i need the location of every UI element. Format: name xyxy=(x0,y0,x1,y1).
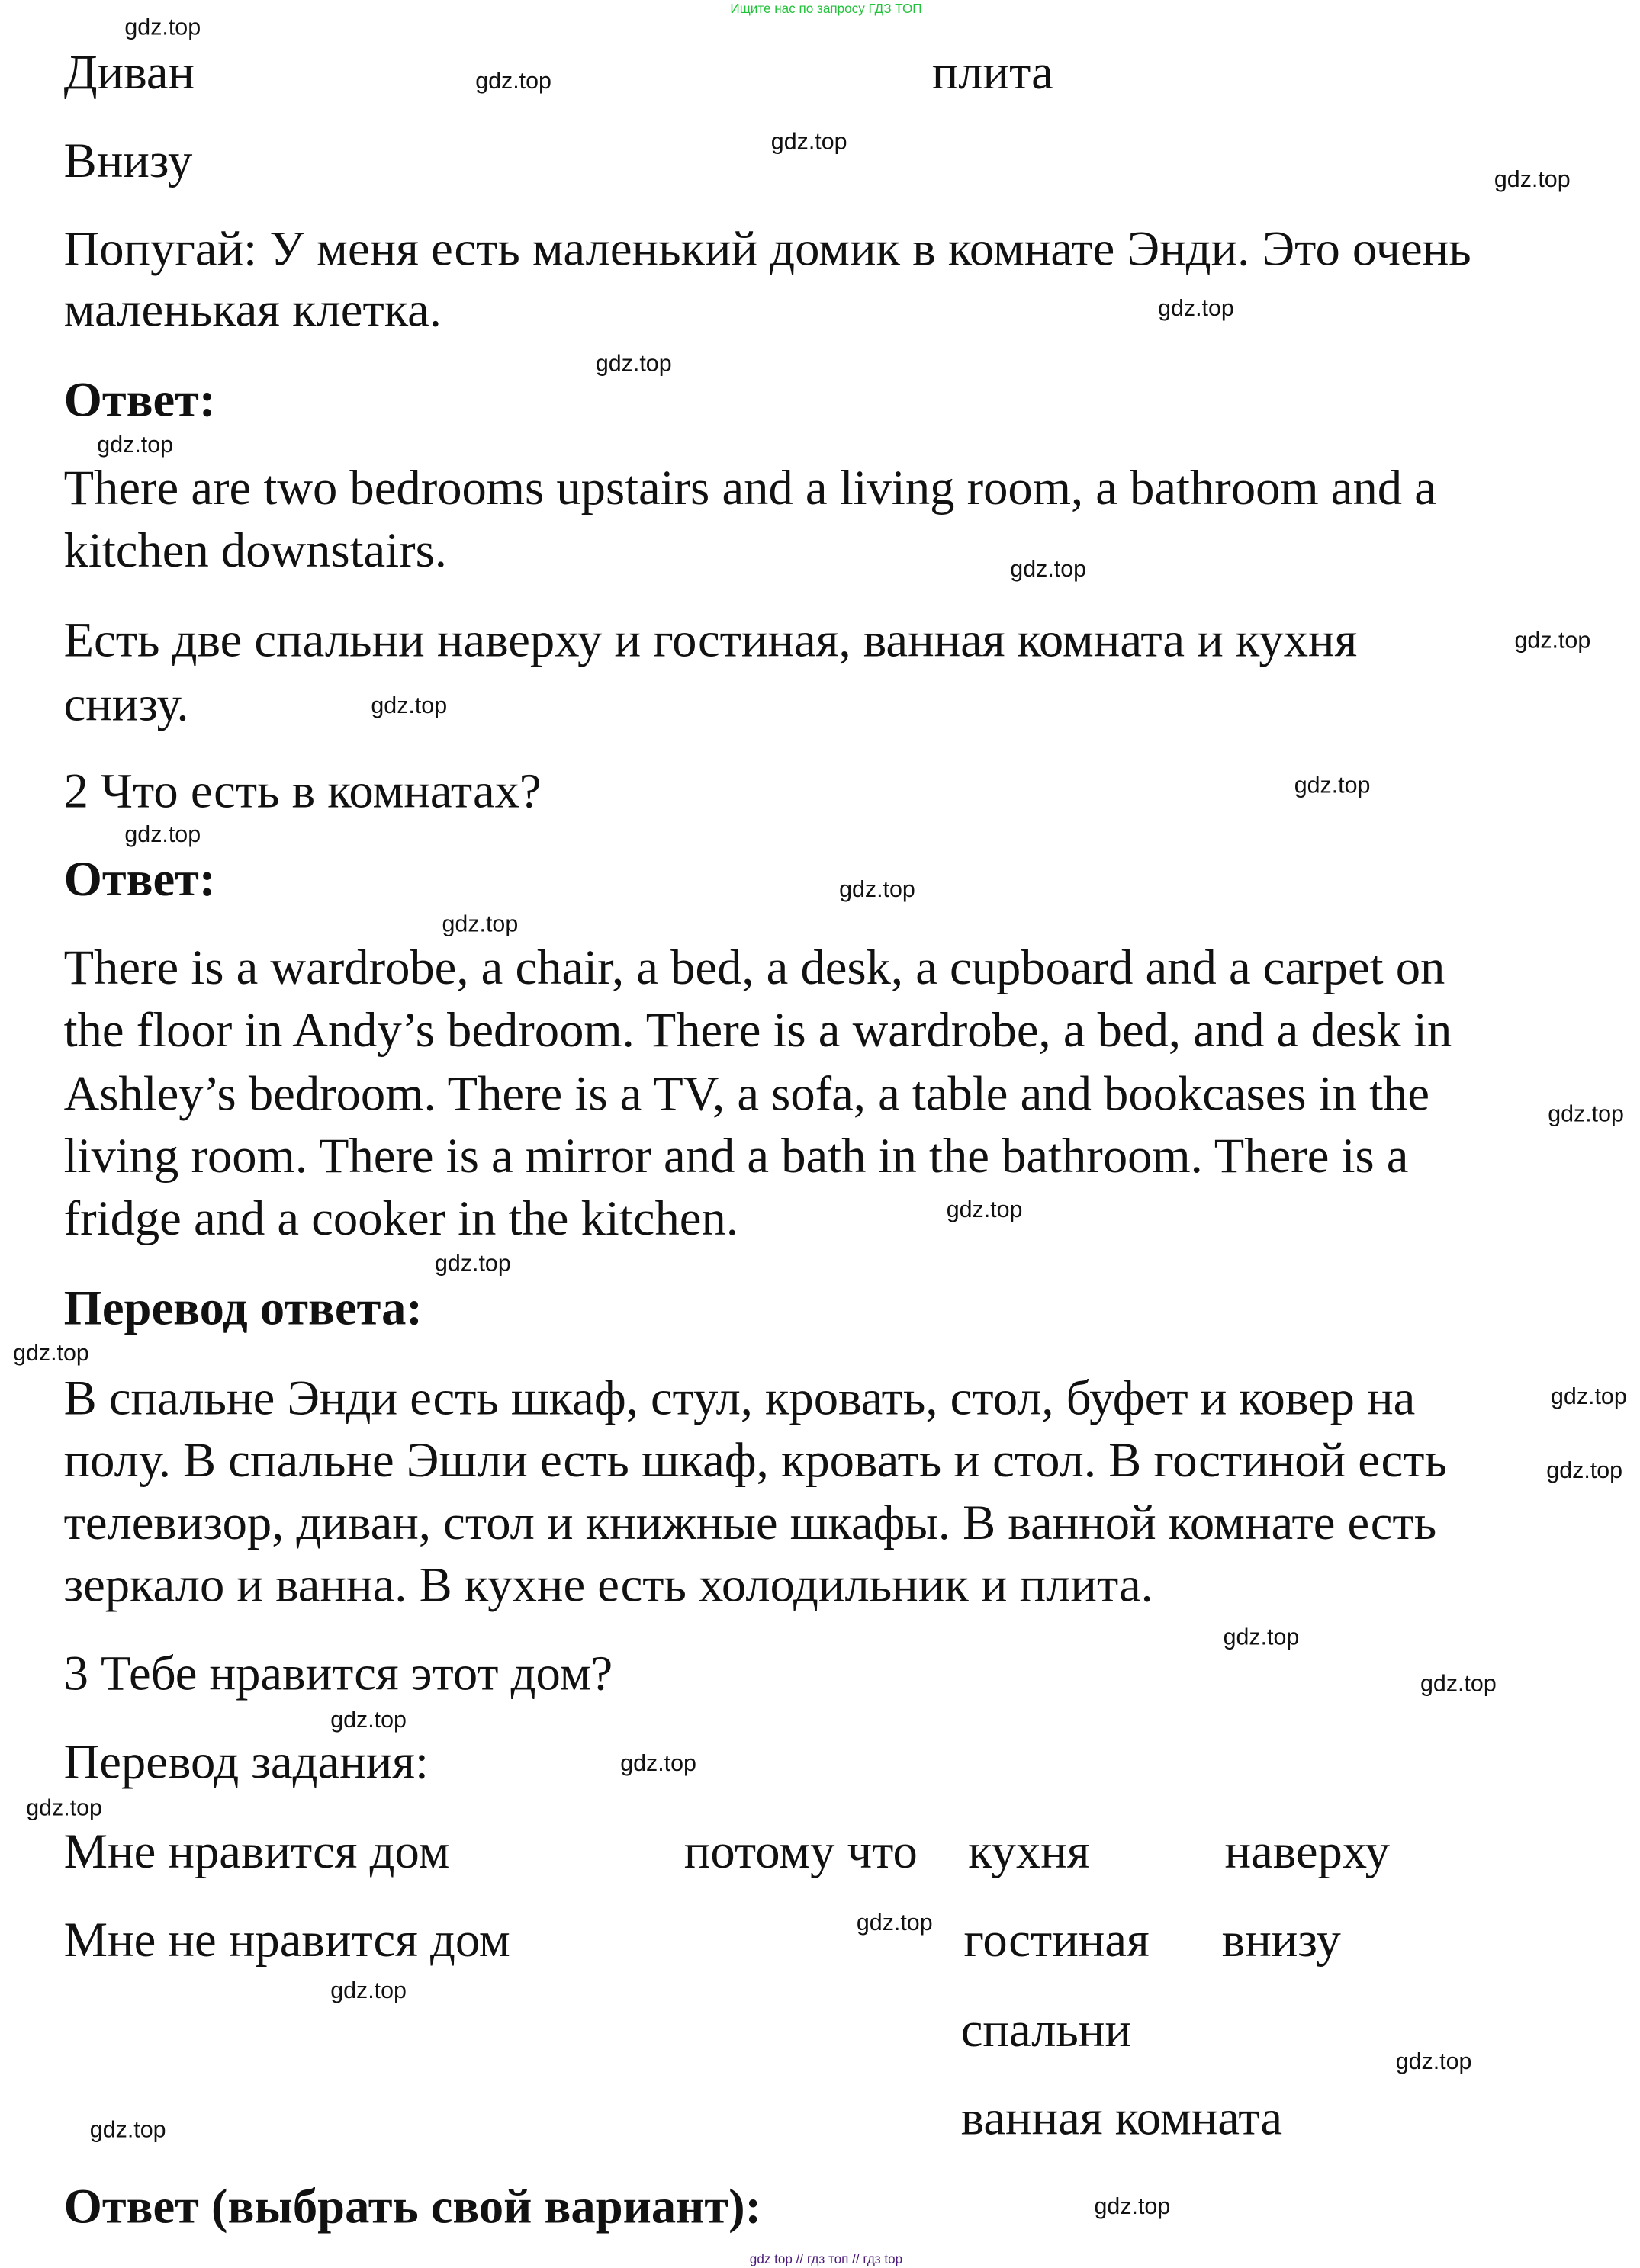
watermark: gdz.top xyxy=(1548,1102,1624,1128)
watermark: gdz.top xyxy=(1094,2195,1171,2220)
text-line: the floor in Andy’s bedroom. There is a wardrobe, a bed, and a desk in xyxy=(63,1004,1452,1058)
watermark: gdz.top xyxy=(97,433,174,458)
text-line: Есть две спальни наверху и гостиная, ванная комната и кухня xyxy=(63,614,1358,668)
text-line: зеркало и ванна. В кухне есть холодильник и плита. xyxy=(63,1559,1153,1613)
task-translation: Перевод задания: xyxy=(63,1736,429,1790)
watermark: gdz.top xyxy=(946,1198,1023,1223)
watermark: gdz.top xyxy=(435,1251,511,1277)
watermark: gdz.top xyxy=(1514,628,1591,654)
text-line: маленькая клетка. xyxy=(63,284,442,338)
text-line: living room. There is a mirror and a bath in the bathroom. There is a xyxy=(63,1130,1409,1184)
header-note[interactable]: Ищите нас по запросу ГДЗ ТОП xyxy=(730,1,922,16)
vocab-word: плита xyxy=(931,46,1053,101)
watermark: gdz.top xyxy=(620,1752,696,1777)
watermark: gdz.top xyxy=(595,352,672,377)
text-line: снизу. xyxy=(63,678,189,732)
footer-note[interactable]: gdz top // гдз топ // гдз top xyxy=(749,2251,903,2266)
text-line: телевизор, диван, стол и книжные шкафы. В ванной комнате есть xyxy=(63,1496,1437,1550)
vocab-word: Диван xyxy=(63,46,195,101)
vocab-word: Внизу xyxy=(63,134,193,188)
phrase-cell: Мне нравится дом xyxy=(63,1826,450,1880)
watermark: gdz.top xyxy=(371,694,448,719)
phrase-cell: наверху xyxy=(1224,1826,1390,1880)
translation-heading: Перевод ответа: xyxy=(63,1282,423,1336)
watermark: gdz.top xyxy=(124,823,201,848)
watermark: gdz.top xyxy=(89,2118,166,2144)
text-line: There are two bedrooms upstairs and a living room, a bathroom and a xyxy=(63,462,1436,516)
watermark: gdz.top xyxy=(1420,1672,1497,1697)
watermark: gdz.top xyxy=(856,1911,933,1936)
task-title: 2 Что есть в комнатах? xyxy=(63,765,542,819)
watermark: gdz.top xyxy=(1010,557,1087,583)
watermark: gdz.top xyxy=(124,15,201,41)
watermark: gdz.top xyxy=(1395,2050,1472,2075)
phrase-cell: внизу xyxy=(1221,1913,1341,1968)
watermark: gdz.top xyxy=(1494,168,1571,193)
watermark: gdz.top xyxy=(13,1341,89,1367)
watermark: gdz.top xyxy=(1551,1385,1627,1410)
phrase-cell: Мне не нравится дом xyxy=(63,1913,510,1968)
phrase-cell: гостиная xyxy=(963,1913,1150,1968)
watermark: gdz.top xyxy=(770,130,847,156)
task-title: 3 Тебе нравится этот дом? xyxy=(63,1647,613,1701)
text-line: полу. В спальне Эшли есть шкаф, кровать и стол. В гостиной есть xyxy=(63,1434,1447,1489)
watermark: gdz.top xyxy=(330,1979,407,2004)
watermark: gdz.top xyxy=(1546,1459,1623,1484)
watermark: gdz.top xyxy=(839,878,915,903)
text-line: kitchen downstairs. xyxy=(63,524,447,579)
watermark: gdz.top xyxy=(26,1797,102,1822)
watermark: gdz.top xyxy=(1158,297,1234,322)
answer-heading: Ответ: xyxy=(63,853,216,908)
phrase-cell: ванная комната xyxy=(960,2092,1283,2146)
watermark: gdz.top xyxy=(475,69,551,95)
watermark: gdz.top xyxy=(1223,1625,1300,1651)
watermark: gdz.top xyxy=(1294,773,1371,798)
phrase-cell: кухня xyxy=(968,1826,1090,1880)
watermark: gdz.top xyxy=(442,913,519,938)
text-line: fridge and a cooker in the kitchen. xyxy=(63,1192,738,1246)
text-line: Попугай: У меня есть маленький домик в комнате Энди. Это очень xyxy=(63,223,1471,277)
phrase-cell: потому что xyxy=(683,1826,918,1880)
answer-heading: Ответ: xyxy=(63,374,216,428)
answer-heading: Ответ (выбрать свой вариант): xyxy=(63,2180,762,2234)
text-line: В спальне Энди есть шкаф, стул, кровать, стол, буфет и ковер на xyxy=(63,1372,1416,1426)
text-line: There is a wardrobe, a chair, a bed, a desk, a cupboard and a carpet on xyxy=(63,942,1445,996)
text-line: Ashley’s bedroom. There is a TV, a sofa, a table and bookcases in the xyxy=(63,1068,1430,1122)
watermark: gdz.top xyxy=(330,1708,407,1733)
phrase-cell: спальни xyxy=(960,2003,1132,2058)
